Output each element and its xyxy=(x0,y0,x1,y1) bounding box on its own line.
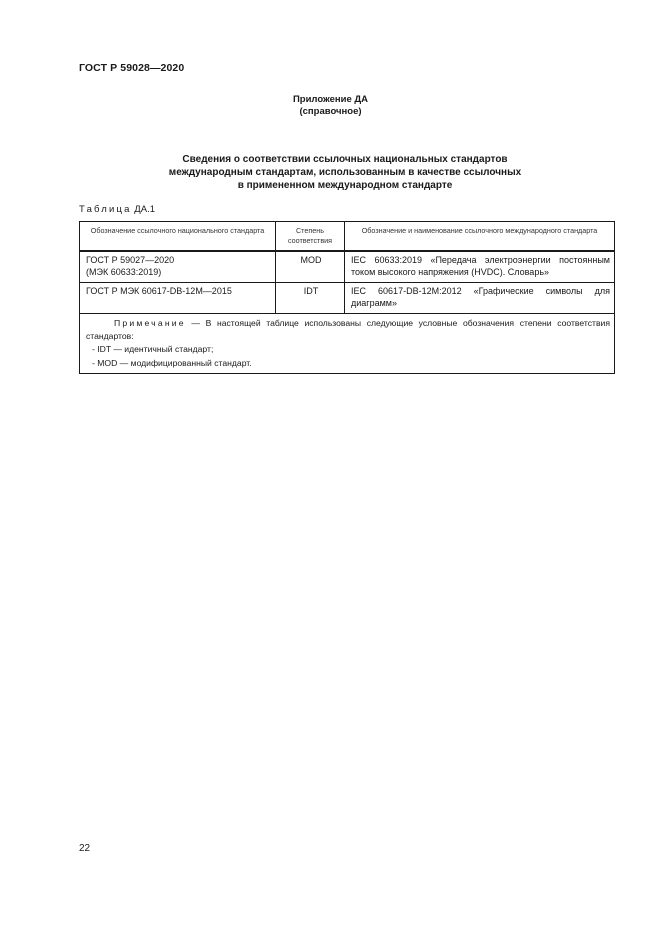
column-header-international: Обозначение и наименование ссылочного международного стандарта xyxy=(345,222,615,252)
conformity-table xyxy=(79,221,615,374)
table-caption-word: Таблица xyxy=(79,204,132,215)
note-text: — В настоящей таблице использованы следующие условные обозначения степени соответствия стандартов: xyxy=(86,318,610,341)
note-label: Примечание xyxy=(114,318,186,328)
note-item-mod: - MOD — модифицированный стандарт. xyxy=(92,357,252,368)
appendix-subtitle: (справочное) xyxy=(299,106,362,117)
note-item-idt: - IDT — идентичный стандарт; xyxy=(92,344,214,354)
table-header-row xyxy=(80,222,615,252)
national-standard-cell xyxy=(80,251,276,283)
table-note-cell xyxy=(80,314,615,374)
appendix-heading xyxy=(0,94,661,118)
heading-line-1: Сведения о соответствии ссылочных национальных стандартов xyxy=(182,154,508,165)
international-standard-cell: IEC 60617-DB-12M:2012 «Графические символы для диаграмм» xyxy=(345,283,615,314)
page-number: 22 xyxy=(79,843,91,854)
degree-cell: IDT xyxy=(276,283,345,314)
heading-line-3: в примененном международном стандарте xyxy=(237,180,453,191)
degree-cell: MOD xyxy=(276,251,345,283)
table-caption xyxy=(79,204,155,215)
national-standard-line: ГОСТ Р МЭК 60617-DB-12M—2015 xyxy=(86,286,232,296)
table-note-row xyxy=(80,314,615,374)
column-header-degree: Степень соответствия xyxy=(276,222,345,252)
column-header-national: Обозначение ссылочного национального стандарта xyxy=(80,222,276,252)
national-standard-line: (МЭК 60633:2019) xyxy=(86,266,162,277)
national-standard-line: ГОСТ Р 59027—2020 xyxy=(86,255,175,265)
table-row xyxy=(80,283,615,314)
table-row xyxy=(80,251,615,283)
international-standard-cell: IEC 60633:2019 «Передача электроэнергии постоянным током высокого напряжения (HVDC). Словарь» xyxy=(345,251,615,283)
section-heading xyxy=(110,153,580,192)
heading-line-2: международным стандартам, использованным в качестве ссылочных xyxy=(168,167,522,178)
table-caption-number: ДА.1 xyxy=(134,204,155,215)
appendix-title: Приложение ДА xyxy=(292,94,369,105)
table-note xyxy=(86,317,610,342)
document-code: ГОСТ Р 59028—2020 xyxy=(79,62,185,74)
national-standard-cell xyxy=(80,283,276,314)
